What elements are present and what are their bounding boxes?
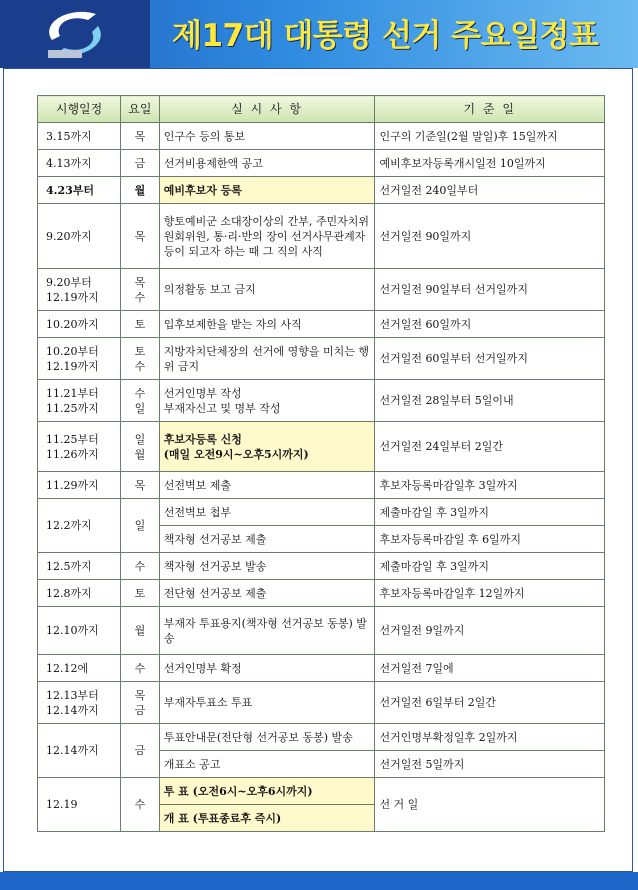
date-text: 12.19까지 [46,359,99,373]
date-cell [38,607,121,655]
day-cell [121,123,160,150]
day-cell [121,422,160,472]
day-text: 금 [134,744,146,757]
table-row [38,177,605,204]
header-items: 실 시 사 항 [159,96,375,123]
date-cell [38,380,121,422]
day-text: 목 [134,478,146,492]
table-row [38,472,605,499]
item-cell: 의정활동 보고 금지 [159,269,375,311]
day-cell [121,553,160,580]
date-cell [38,724,121,778]
date-cell [38,422,121,472]
day-text: 월 [134,183,146,197]
table-row [38,150,605,177]
day-text: 수 [134,798,146,811]
day-text: 수 [134,359,146,373]
base-cell: 인구의 기준일(2월 말일)후 15일까지 [375,123,605,150]
date-text: 10.20까지 [46,317,99,331]
day-text: 목 [134,229,146,243]
date-text: 12.13부터 [46,688,99,702]
day-cell [121,472,160,499]
base-cell: 선거인명부확정일후 2일까지 [375,724,605,751]
day-text: 토 [134,344,146,358]
base-cell: 선거일전 6일부터 2일간 [375,682,605,724]
item-cell: 선거인명부 확정 [159,655,375,682]
base-cell: 선거일전 60일까지 [375,311,605,338]
item-cell: 예비후보자 등록 [159,177,375,204]
table-row [38,724,605,751]
day-cell [121,380,160,422]
base-cell: 선거일전 9일까지 [375,607,605,655]
table-row [38,607,605,655]
item-cell: 책자형 선거공보 제출 [159,526,375,553]
table-row [38,422,605,472]
day-cell [121,338,160,380]
date-text: 11.29까지 [46,478,99,492]
item-cell: 인구수 등의 통보 [159,123,375,150]
table-row [38,580,605,607]
date-cell [38,580,121,607]
item-cell: 선전벽보 제출 [159,472,375,499]
table-row [38,380,605,422]
table-row [38,553,605,580]
item-cell: 개 표 (투표종료후 즉시) [159,805,375,832]
date-cell [38,204,121,269]
schedule-table [37,95,605,832]
day-text: 수 [134,386,146,400]
item-cell: 부재자 투표용지(책자형 선거공보 동봉) 발송 [159,607,375,655]
table-row [38,338,605,380]
base-cell: 선거일전 5일까지 [375,751,605,778]
day-text: 목 [134,688,146,702]
date-cell [38,338,121,380]
date-text: 11.21부터 [46,386,99,400]
item-text: 후보자등록 신청 [163,432,242,446]
day-text: 일 [134,432,146,446]
page-title: 제17대 대통령 선거 주요일정표 [172,18,599,54]
base-cell: 선거일전 60일부터 선거일까지 [375,338,605,380]
base-cell: 선 거 일 [375,778,605,832]
base-cell: 선거일전 24일부터 2일간 [375,422,605,472]
date-text: 9.20까지 [46,229,92,243]
item-cell: 지방자치단체장의 선거에 영향을 미치는 행위 금지 [159,338,375,380]
table-row [38,311,605,338]
date-cell [38,311,121,338]
item-text: 부재자신고 및 명부 작성 [163,401,281,415]
date-text: 12.2까지 [46,519,92,532]
item-cell: 부재자투표소 투표 [159,682,375,724]
date-cell [38,682,121,724]
day-text: 토 [134,317,146,331]
table-row [38,123,605,150]
day-text: 일 [134,519,146,532]
footer-bar [0,872,638,890]
date-text: 12.19 [46,798,78,811]
date-text: 10.20부터 [46,344,99,358]
logo [0,0,150,68]
day-cell [121,311,160,338]
date-text: 11.25부터 [46,432,99,446]
day-text: 월 [134,624,146,637]
date-cell [38,150,121,177]
day-cell [121,607,160,655]
day-text: 수 [134,559,146,573]
table-row [38,682,605,724]
day-cell [121,150,160,177]
date-text: 4.13까지 [46,156,92,170]
item-cell [159,380,375,422]
table-row [38,499,605,526]
item-cell: 개표소 공고 [159,751,375,778]
base-cell: 선거일전 90일까지 [375,204,605,269]
day-cell [121,499,160,553]
date-text: 11.25까지 [46,401,99,415]
table-row [38,655,605,682]
date-text: 12.8까지 [46,586,92,600]
day-cell [121,655,160,682]
table-row [38,204,605,269]
date-cell [38,123,121,150]
item-cell: 투표안내문(전단형 선거공보 동봉) 발송 [159,724,375,751]
date-text: 11.26까지 [46,447,99,461]
election-commission-logo-icon [0,0,150,68]
item-cell: 선전벽보 첩부 [159,499,375,526]
table-row [38,778,605,805]
day-text: 금 [134,703,146,717]
date-cell [38,177,121,204]
header-day: 요일 [121,96,160,123]
header-banner [0,0,638,68]
day-cell [121,204,160,269]
date-cell [38,553,121,580]
base-cell: 선거일전 28일부터 5일이내 [375,380,605,422]
base-cell: 후보자등록마감일후 12일까지 [375,580,605,607]
date-text: 12.14까지 [46,744,99,757]
day-cell [121,778,160,832]
day-text: 금 [134,156,146,170]
day-cell [121,682,160,724]
base-cell: 예비후보자등록개시일전 10일까지 [375,150,605,177]
day-text: 일 [134,401,146,415]
item-cell: 입후보제한을 받는 자의 사직 [159,311,375,338]
date-cell [38,269,121,311]
date-text: 12.5까지 [46,559,92,573]
day-cell [121,177,160,204]
base-cell: 선거일전 90일부터 선거일까지 [375,269,605,311]
base-cell: 제출마감일 후 3일까지 [375,553,605,580]
date-text: 12.14까지 [46,703,99,717]
day-text: 월 [134,447,146,461]
base-cell: 후보자등록마감일후 3일까지 [375,472,605,499]
date-text: 9.20부터 [46,275,92,289]
date-text: 12.19까지 [46,290,99,304]
date-cell [38,655,121,682]
item-cell: 전단형 선거공보 제출 [159,580,375,607]
item-text: 선거인명부 작성 [163,386,242,400]
day-text: 수 [134,661,146,675]
date-text: 12.10까지 [46,624,99,637]
base-cell: 선거일전 240일부터 [375,177,605,204]
day-text: 목 [134,275,146,289]
day-cell [121,724,160,778]
day-cell [121,580,160,607]
base-cell: 후보자등록마감일 후 6일까지 [375,526,605,553]
day-text: 목 [134,129,146,143]
date-text: 4.23부터 [46,183,95,197]
item-cell: 향토예비군 소대장이상의 간부, 주민자치위원회위원, 통·리·반의 장이 선거사무관계자 등이 되고자 하는 때 그 직의 사직 [159,204,375,269]
date-text: 12.12에 [46,661,89,675]
table-row [38,269,605,311]
date-cell [38,499,121,553]
item-cell: 선거비용제한액 공고 [159,150,375,177]
header-date: 시행일정 [38,96,121,123]
item-cell [159,422,375,472]
item-cell: 책자형 선거공보 발송 [159,553,375,580]
item-text: (매일 오전9시~오후5시까지) [163,447,309,461]
day-text: 수 [134,290,146,304]
header-base-date: 기 준 일 [375,96,605,123]
date-cell [38,472,121,499]
base-cell: 제출마감일 후 3일까지 [375,499,605,526]
day-cell [121,269,160,311]
base-cell: 선거일전 7일에 [375,655,605,682]
date-text: 3.15까지 [46,129,92,143]
day-text: 토 [134,586,146,600]
date-cell [38,778,121,832]
item-cell: 투 표 (오전6시~오후6시까지) [159,778,375,805]
table-header-row [38,96,605,123]
